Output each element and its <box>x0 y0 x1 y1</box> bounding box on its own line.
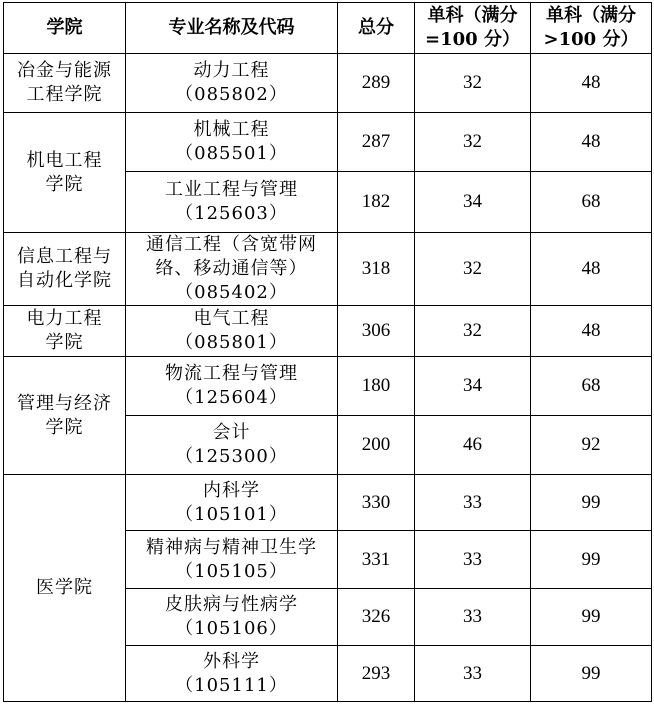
single-over-100-cell: 48 <box>531 113 652 172</box>
header-row <box>4 3 652 54</box>
header-college: 学院 <box>4 3 126 54</box>
single-over-100-cell: 68 <box>531 172 652 233</box>
single-100-cell: 32 <box>415 233 531 306</box>
single-over-100-cell: 92 <box>531 416 652 475</box>
total-score-cell: 182 <box>338 172 415 233</box>
major-cell: 机械工程 （085501） <box>126 113 338 172</box>
header-total: 总分 <box>338 3 415 54</box>
total-score-cell: 330 <box>338 475 415 531</box>
single-100-cell: 32 <box>415 113 531 172</box>
single-100-cell: 34 <box>415 357 531 416</box>
table-row <box>4 54 652 113</box>
major-cell: 电气工程 （085801） <box>126 306 338 357</box>
table-row <box>4 357 652 416</box>
single-over-100-cell: 99 <box>531 646 652 702</box>
total-score-cell: 331 <box>338 531 415 589</box>
single-100-cell: 33 <box>415 646 531 702</box>
table-row <box>4 475 652 531</box>
college-cell: 机电工程 学院 <box>4 113 126 233</box>
total-score-cell: 318 <box>338 233 415 306</box>
college-cell: 医学院 <box>4 475 126 702</box>
header-single-100: 单科（满分=100 分） <box>415 3 531 54</box>
college-cell: 冶金与能源工程学院 <box>4 54 126 113</box>
total-score-cell: 306 <box>338 306 415 357</box>
major-cell: 外科学 （105111） <box>126 646 338 702</box>
score-table <box>3 2 652 702</box>
single-over-100-cell: 48 <box>531 54 652 113</box>
table-row <box>4 306 652 357</box>
college-cell: 电力工程 学院 <box>4 306 126 357</box>
single-100-cell: 46 <box>415 416 531 475</box>
total-score-cell: 326 <box>338 589 415 646</box>
major-cell: 通信工程（含宽带网络、移动通信等） （085402） <box>126 233 338 306</box>
college-cell: 信息工程与自动化学院 <box>4 233 126 306</box>
single-100-cell: 32 <box>415 306 531 357</box>
single-100-cell: 34 <box>415 172 531 233</box>
single-over-100-cell: 68 <box>531 357 652 416</box>
header-major: 专业名称及代码 <box>126 3 338 54</box>
single-100-cell: 33 <box>415 475 531 531</box>
major-cell: 物流工程与管理 （125604） <box>126 357 338 416</box>
single-over-100-cell: 48 <box>531 306 652 357</box>
major-cell: 动力工程 （085802） <box>126 54 338 113</box>
total-score-cell: 200 <box>338 416 415 475</box>
major-cell: 皮肤病与性病学 （105106） <box>126 589 338 646</box>
college-cell: 管理与经济 学院 <box>4 357 126 475</box>
total-score-cell: 180 <box>338 357 415 416</box>
major-cell: 精神病与精神卫生学 （105105） <box>126 531 338 589</box>
single-over-100-cell: 99 <box>531 475 652 531</box>
total-score-cell: 289 <box>338 54 415 113</box>
major-cell: 会计 （125300） <box>126 416 338 475</box>
total-score-cell: 293 <box>338 646 415 702</box>
single-over-100-cell: 99 <box>531 589 652 646</box>
single-100-cell: 33 <box>415 531 531 589</box>
table-row <box>4 233 652 306</box>
major-cell: 内科学 （105101） <box>126 475 338 531</box>
single-100-cell: 33 <box>415 589 531 646</box>
total-score-cell: 287 <box>338 113 415 172</box>
single-over-100-cell: 48 <box>531 233 652 306</box>
header-single-over-100: 单科（满分>100 分） <box>531 3 652 54</box>
table-row <box>4 113 652 172</box>
single-100-cell: 32 <box>415 54 531 113</box>
single-over-100-cell: 99 <box>531 531 652 589</box>
major-cell: 工业工程与管理 （125603） <box>126 172 338 233</box>
